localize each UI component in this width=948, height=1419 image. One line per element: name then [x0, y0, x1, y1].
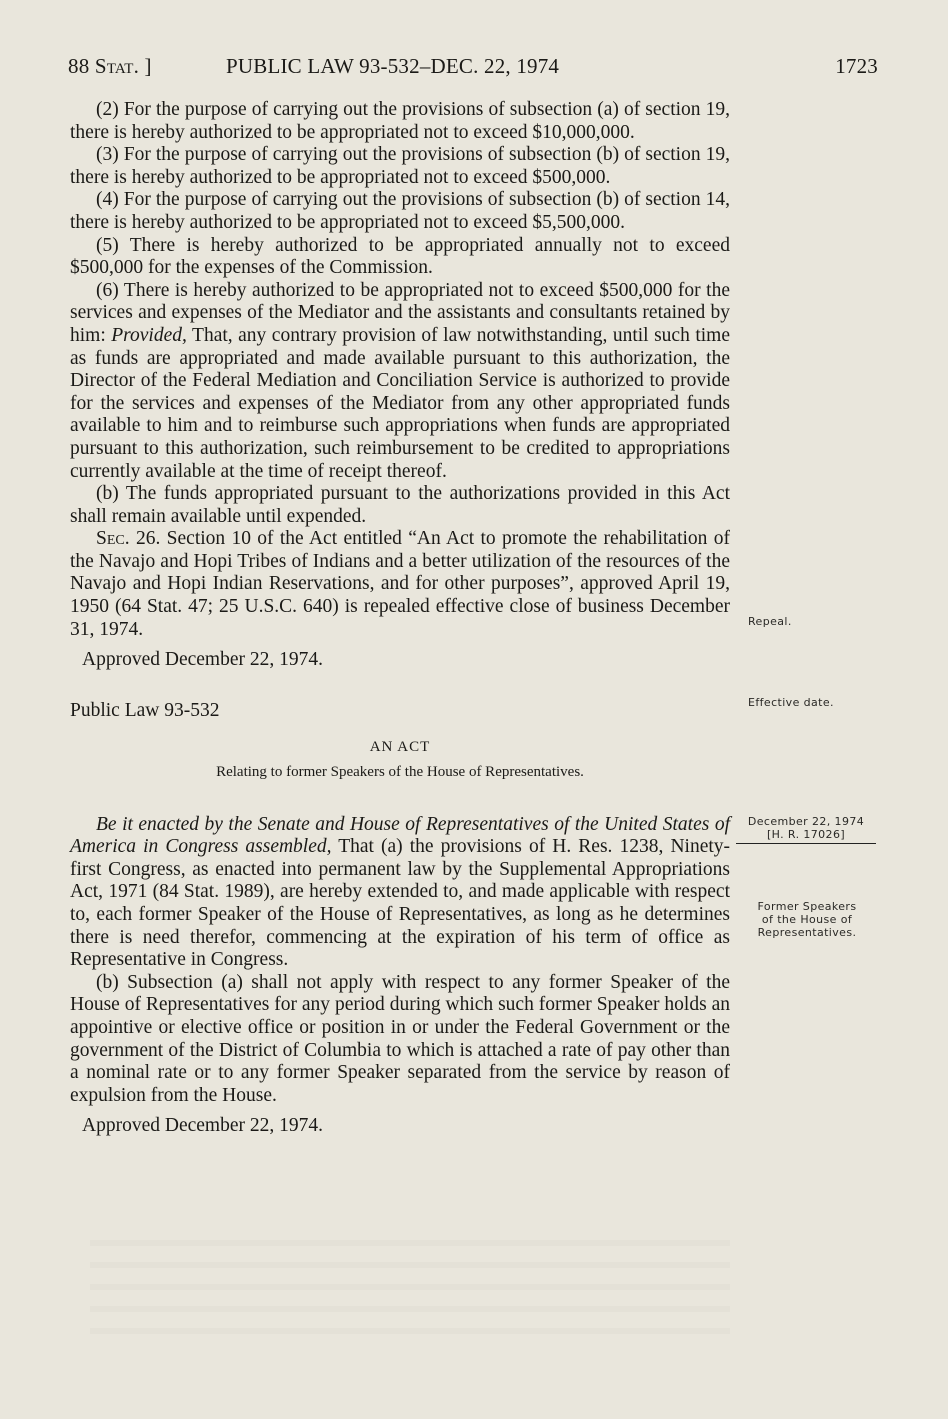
page-number: 1723	[835, 54, 878, 78]
paragraph-2: (2) For the purpose of carrying out the provisions of subsection (a) of section 19, there is hereby authorized to be appropriated not to exceed $10,000,000.	[70, 99, 730, 143]
margin-note-repeal: Repeal.	[748, 615, 792, 628]
public-law-heading: Public Law 93-532	[70, 699, 220, 721]
margin-note-date-block	[736, 815, 876, 844]
approved-date-2: Approved December 22, 1974.	[82, 1115, 323, 1137]
section-26-label: Sec. 26.	[96, 528, 161, 550]
page-header	[68, 54, 878, 78]
para6-before: (6) There is hereby authorized to be appropriated not to exceed $500,000 for the services and expenses of the Mediator and the assistants and consultants retained by him:	[70, 279, 730, 346]
law-title: PUBLIC LAW 93-532–DEC. 22, 1974	[226, 54, 560, 78]
paragraph-6	[70, 280, 730, 483]
enacting-text: That (a) the provisions of H. Res. 1238, Ninety-first Congress, as enacted into permanent law by the Supplemental Appropriations Act, 1971 (84 Stat. 1989), are hereby extended to, and made applicable with respect to, each former Speaker of the House of Representatives, as long as he determines there is need therefor, commencing at the expiration of his term of office as Representative in Congress.	[70, 836, 731, 971]
margin-line-2: of the House of	[761, 913, 853, 926]
paragraph-4: (4) For the purpose of carrying out the provisions of subsection (b) of section 14, there is hereby authorized to be appropriated not to exceed $5,500,000.	[70, 189, 730, 233]
provided-italic: Provided,	[111, 324, 187, 346]
section-26-text: Section 10 of the Act entitled “An Act to promote the rehabilitation of the Navajo and Hopi Tribes of Indians and a better utilization of the resources of the Navajo and Hopi Indian Reservations, and for other purposes”, approved April 19, 1950 (64 Stat. 47; 25 U.S.C. 640) is repealed effective close of business December 31, 1974.	[70, 528, 730, 640]
margin-note-former-speakers	[740, 900, 874, 939]
body-text	[70, 99, 730, 1138]
margin-note-bill: [H. R. 17026]	[766, 828, 846, 841]
margin-line-3: Representatives.	[757, 926, 857, 939]
paragraph-5: (5) There is hereby authorized to be appropriated annually not to exceed $500,000 for the expenses of the Commission.	[70, 234, 730, 279]
enacting-italic: Be it enacted by the Senate and House of Representatives of the United States of America in Congress assembled,	[70, 813, 730, 858]
paragraph-b: (b) The funds appropriated pursuant to the authorizations provided in this Act shall remain available until expended.	[70, 483, 730, 527]
para6-after: That, any contrary provision of law notwithstanding, until such time as funds are appropriated and made available pursuant to this authorization, the Director of the Federal Mediation and Conciliation Service is authorized to provide for the services and expenses of the Mediator from any other appropriated funds available to him and to reimburse such appropriations when funds are appropriated pursuant to this authorization, such reimbursement to be credited to appropriations currently available at the time of receipt thereof.	[70, 324, 730, 482]
approved-date-1: Approved December 22, 1974.	[82, 649, 323, 671]
margin-note-effective-date: Effective date.	[748, 696, 834, 709]
show-through-texture	[90, 1240, 730, 1350]
section-26	[70, 528, 730, 641]
margin-note-date: December 22, 1974	[747, 815, 865, 828]
an-act-heading: AN ACT	[369, 739, 431, 756]
statute-reference: 88 Stat. ]	[68, 54, 152, 78]
paragraph-3: (3) For the purpose of carrying out the provisions of subsection (b) of section 19, there is hereby authorized to be appropriated not to exceed $500,000.	[70, 144, 730, 188]
margin-line-1: Former Speakers	[757, 900, 857, 913]
paragraph-b-2: (b) Subsection (a) shall not apply with respect to any former Speaker of the House of Representatives for any period during which such former Speaker holds an appointive or elective office or position in or under the Federal Government or the government of the District of Columbia to which is attached a rate of pay other than a nominal rate or to any former Speaker separated from the service by reason of expulsion from the House.	[70, 971, 730, 1106]
margin-rule	[736, 843, 876, 844]
enacting-clause	[70, 814, 730, 972]
act-subject: Relating to former Speakers of the House of Representatives.	[216, 764, 584, 781]
